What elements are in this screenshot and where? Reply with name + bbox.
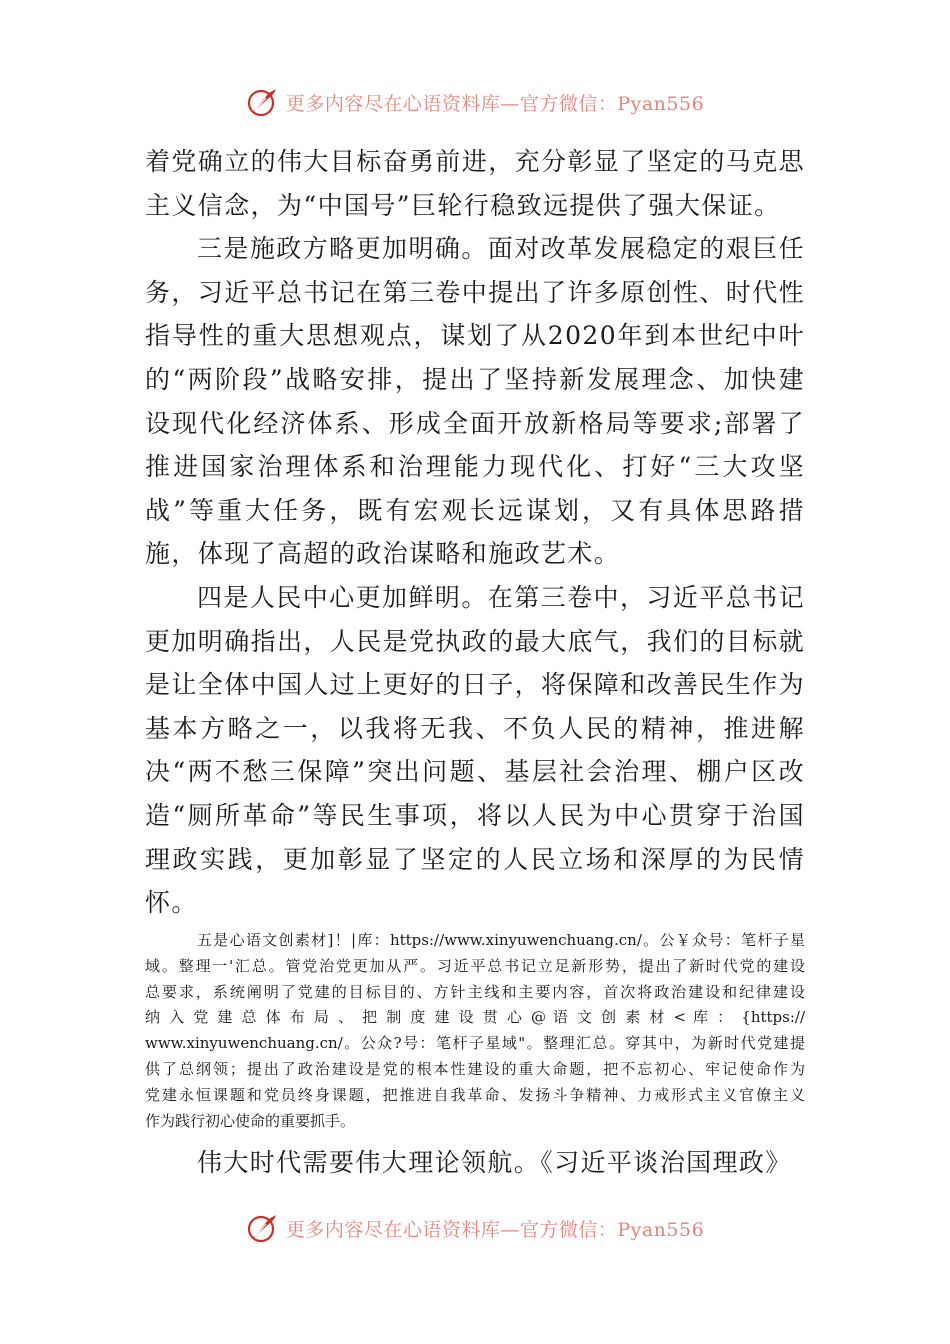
- small-line-4: 纳 入 党 建 总 体 布 局 、 把 制 度 建 设 贯 心 @ 语 文 创 素 材 < 库 ： {https://: [145, 1008, 805, 1027]
- small-line-8: 作为践行初心使命的重要抓手。: [145, 1112, 356, 1131]
- small-line-5: www.xinyuwenchuang.cn/。公众?号：笔杆子星域"。整理汇总。穿其中，为新时代党建提: [145, 1034, 805, 1053]
- small-line-6: 供了总纲领；提出了政治建设是党的根本性建设的重大命题，把不忘初心、牢记使命作为: [145, 1060, 805, 1079]
- quill-pen-circle-icon: [246, 1212, 278, 1244]
- banner-text: 更多内容尽在心语资料库—官方微信：Pyan556: [285, 1218, 705, 1241]
- paragraph-last: 伟大时代需要伟大理论领航。《习近平谈治国理政》: [197, 1147, 792, 1177]
- banner-text: 更多内容尽在心语资料库—官方微信：Pyan556: [285, 92, 705, 115]
- quill-pen-circle-icon: [246, 86, 278, 118]
- footer-banner: [0, 1208, 950, 1248]
- header-banner: [0, 82, 950, 122]
- paragraph-3: 四是人民中心更加鲜明。在第三卷中，习近平总书记更加明确指出，人民是党执政的最大底气，我们的目标就是让全体中国人过上更好的日子，将保障和改善民生作为基本方略之一，以我将无我、不负人民的精神，推进解决“两不愁三保障”突出问题、基层社会治理、棚户区改造“厕所革命”等民生事项，将以人民为中心贯穿于治国理政实践，更加彰显了坚定的人民立场和深厚的为民情怀。: [145, 582, 806, 918]
- small-line-1: 五是心语文创素材]！|库：https://www.xinyuwenchuang.cn/。公￥众号：笔杆子星: [197, 930, 805, 949]
- paragraph-2: 三是施政方略更加明确。面对改革发展稳定的艰巨任务，习近平总书记在第三卷中提出了许多原创性、时代性指导性的重大思想观点，谋划了从2020年到本世纪中叶的“两阶段”战略安排，提出了坚持新发展理念、加快建设现代化经济体系、形成全面开放新格局等要求;部署了推进国家治理体系和治理能力现代化、打好“三大攻坚战”等重大任务，既有宏观长远谋划，又有具体思路措施，体现了高超的政治谋略和施政艺术。: [145, 234, 806, 569]
- small-line-7: 党建永恒课题和党员终身课题，把推进自我革命、发扬斗争精神、力戒形式主义官僚主义: [145, 1086, 805, 1105]
- paragraph-1: 着党确立的伟大目标奋勇前进，充分彰显了坚定的马克思主义信念，为“中国号”巨轮行稳致远提供了强大保证。: [145, 147, 806, 220]
- small-line-2: 域。整理一'汇总。管党治党更加从严。习近平总书记立足新形势，提出了新时代党的建设: [145, 956, 805, 975]
- small-print-paragraph: [145, 928, 805, 1135]
- small-line-3: 总要求，系统阐明了党建的目标目的、方针主线和主要内容，首次将政治建设和纪律建设: [145, 982, 805, 1001]
- document-body: [145, 140, 805, 1185]
